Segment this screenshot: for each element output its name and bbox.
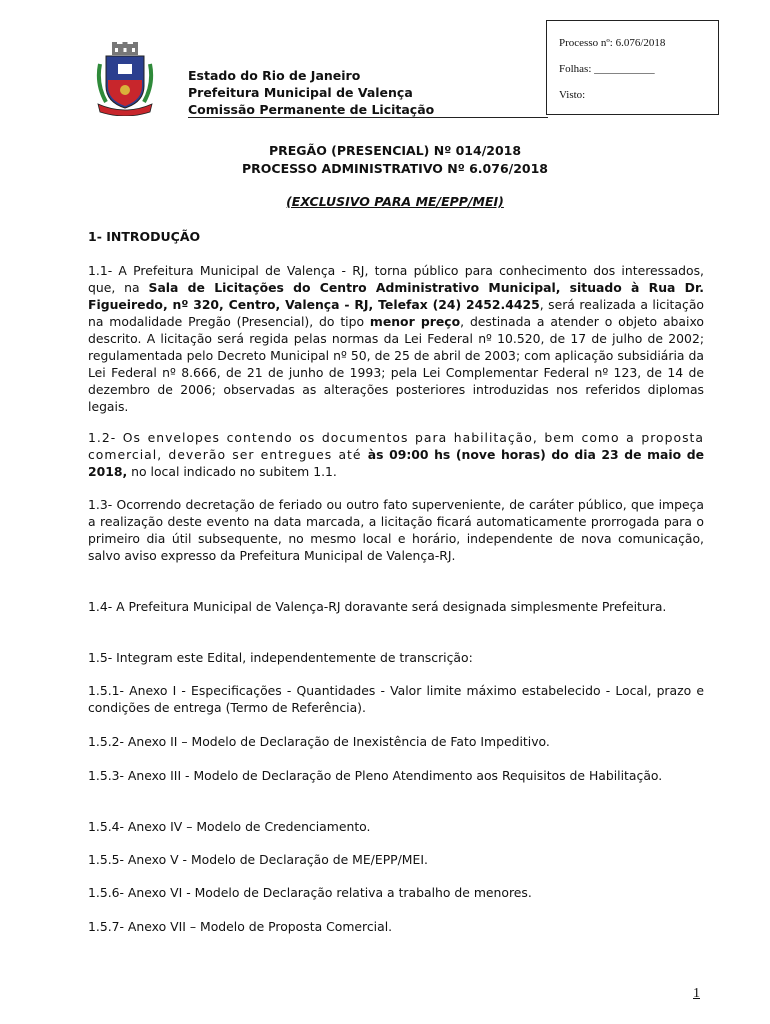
- pregao-title: PREGÃO (PRESENCIAL) Nº 014/2018: [268, 143, 522, 158]
- page-number: 1: [693, 986, 700, 1001]
- processo-title: PROCESSO ADMINISTRATIVO Nº 6.076/2018: [241, 161, 549, 176]
- annex-item: 1.5.3- Anexo III - Modelo de Declaração de Pleno Atendimento aos Requisitos de Habilitação.: [88, 768, 663, 783]
- paragraph-1-2: 1.2- Os envelopes contendo os documentos para habilitação, bem como a proposta comercial, deverão ser entregues até às 09:00 hs (nove horas) do dia 23 de maio de 2018, no local indicado no subitem 1.1.: [88, 430, 705, 479]
- paragraph-1-4: 1.4- A Prefeitura Municipal de Valença-RJ doravante será designada simplesmente Prefeitura.: [88, 599, 667, 614]
- section-heading-introducao: 1- INTRODUÇÃO: [88, 229, 201, 244]
- exclusive-note: (EXCLUSIVO PARA ME/EPP/MEI): [286, 194, 504, 209]
- stamp-visto: Visto:: [559, 89, 586, 101]
- coat-of-arms-icon: [96, 42, 154, 116]
- stamp-process-number: Processo nº: 6.076/2018: [559, 37, 666, 49]
- paragraph-1-1: 1.1- A Prefeitura Municipal de Valença - RJ, torna público para conhecimento dos interessados, que, na Sala de Licitações do Centro Administrativo Municipal, situado à Rua Dr. Figueiredo, nº 320, Centro, Valença - RJ, Telefax (24) 2452.4425, será realizada a licitação na modalidade Pregão (Presencial), do tipo menor preço, destinada a atender o objeto abaixo descrito. A licitação será regida pelas normas da Lei Federal nº 10.520, de 17 de julho de 2002; regulamentada pelo Decreto Municipal nº 50, de 25 de abril de 2003; com aplicação subsidiária da Lei Federal nº 8.666, de 21 de junho de 1993; pela Lei Complementar Federal nº 123, de 14 de dezembro de 2006; observadas as alterações posteriores introduzidas nos referidos diplomas legais.: [88, 263, 704, 414]
- header-prefecture: Prefeitura Municipal de Valença: [188, 85, 413, 100]
- annex-item: 1.5.4- Anexo IV – Modelo de Credenciamento.: [88, 819, 371, 834]
- annex-item: 1.5.5- Anexo V - Modelo de Declaração de ME/EPP/MEI.: [88, 852, 428, 867]
- annex-item: 1.5.2- Anexo II – Modelo de Declaração de Inexistência de Fato Impeditivo.: [88, 734, 550, 749]
- annex-item: 1.5.1- Anexo I - Especificações - Quantidades - Valor limite máximo estabelecido - Local, prazo e condições de entrega (Termo de Referência).: [88, 683, 704, 715]
- process-stamp-box: [546, 20, 719, 115]
- header-state: Estado do Rio de Janeiro: [188, 68, 361, 83]
- annex-item: 1.5.7- Anexo VII – Modelo de Proposta Comercial.: [88, 919, 393, 934]
- annex-item: 1.5.6- Anexo VI - Modelo de Declaração relativa a trabalho de menores.: [88, 885, 532, 900]
- stamp-folhas: Folhas: ___________: [559, 63, 655, 75]
- paragraph-1-5: 1.5- Integram este Edital, independentemente de transcrição:: [88, 650, 473, 665]
- document-titles: [86, 142, 704, 178]
- header-block: [188, 67, 434, 118]
- paragraph-1-3: 1.3- Ocorrendo decretação de feriado ou outro fato superveniente, de caráter público, que impeça a realização deste evento na data marcada, a licitação ficará automaticamente prorrogada para o primeiro dia útil subsequente, no mesmo local e horário, independente de nova comunicação, salvo aviso expresso da Prefeitura Municipal de Valença-RJ.: [88, 497, 704, 563]
- header-divider: [188, 117, 548, 118]
- header-commission: Comissão Permanente de Licitação: [188, 102, 435, 117]
